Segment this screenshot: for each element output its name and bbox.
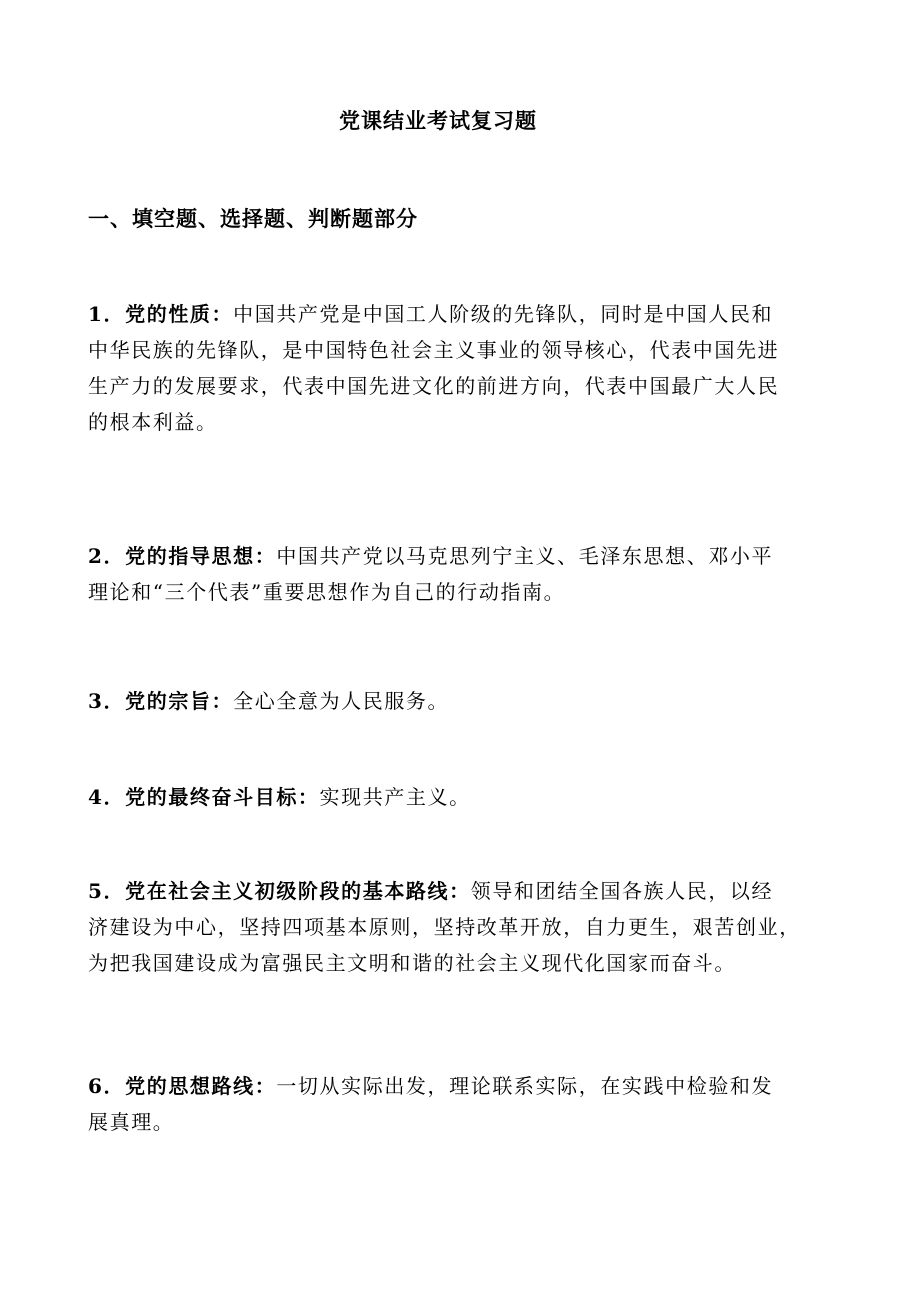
item-line: 展真理。 xyxy=(88,1110,175,1134)
item-line xyxy=(88,779,808,815)
item-text: 中国共产党是中国工人阶级的先锋队，同时是中国人民和 xyxy=(233,302,774,326)
item-label: 1．党的性质： xyxy=(88,302,234,326)
item-party-purpose xyxy=(88,683,808,719)
item-line xyxy=(88,538,808,574)
item-line xyxy=(88,296,808,332)
item-ideological-line xyxy=(88,1068,808,1140)
item-text: 中国共产党以马克思列宁主义、毛泽东思想、邓小平 xyxy=(276,544,774,568)
item-line: 中华民族的先锋队，是中国特色社会主义事业的领导核心，代表中国先进 xyxy=(88,338,780,362)
section-heading: 一、填空题、选择题、判断题部分 xyxy=(88,206,418,231)
item-line: 生产力的发展要求，代表中国先进文化的前进方向，代表中国最广大人民 xyxy=(88,374,780,398)
item-text: 一切从实际出发，理论联系实际，在实践中检验和发 xyxy=(276,1074,774,1098)
item-guiding-thought xyxy=(88,538,808,610)
item-text: 领导和团结全国各族人民，以经 xyxy=(470,879,774,903)
item-line xyxy=(88,1068,808,1104)
item-label: 3．党的宗旨： xyxy=(88,689,234,713)
item-line: 的根本利益。 xyxy=(88,410,218,434)
item-ultimate-goal xyxy=(88,779,808,815)
item-line: 为把我国建设成为富强民主文明和谐的社会主义现代化国家而奋斗。 xyxy=(88,951,736,975)
item-label: 5．党在社会主义初级阶段的基本路线： xyxy=(88,879,471,903)
item-party-nature xyxy=(88,296,808,440)
item-line: 济建设为中心，坚持四项基本原则，坚持改革开放，自力更生，艰苦创业， xyxy=(88,915,801,939)
item-line: 理论和“三个代表”重要思想作为自己的行动指南。 xyxy=(88,580,566,604)
item-label: 4．党的最终奋斗目标： xyxy=(88,785,320,809)
item-text: 全心全意为人民服务。 xyxy=(233,689,450,713)
item-text: 实现共产主义。 xyxy=(319,785,471,809)
item-line xyxy=(88,873,808,909)
item-line xyxy=(88,683,808,719)
item-label: 6．党的思想路线： xyxy=(88,1074,277,1098)
item-basic-line xyxy=(88,873,808,981)
item-label: 2．党的指导思想： xyxy=(88,544,277,568)
document-title: 党课结业考试复习题 xyxy=(339,108,537,133)
